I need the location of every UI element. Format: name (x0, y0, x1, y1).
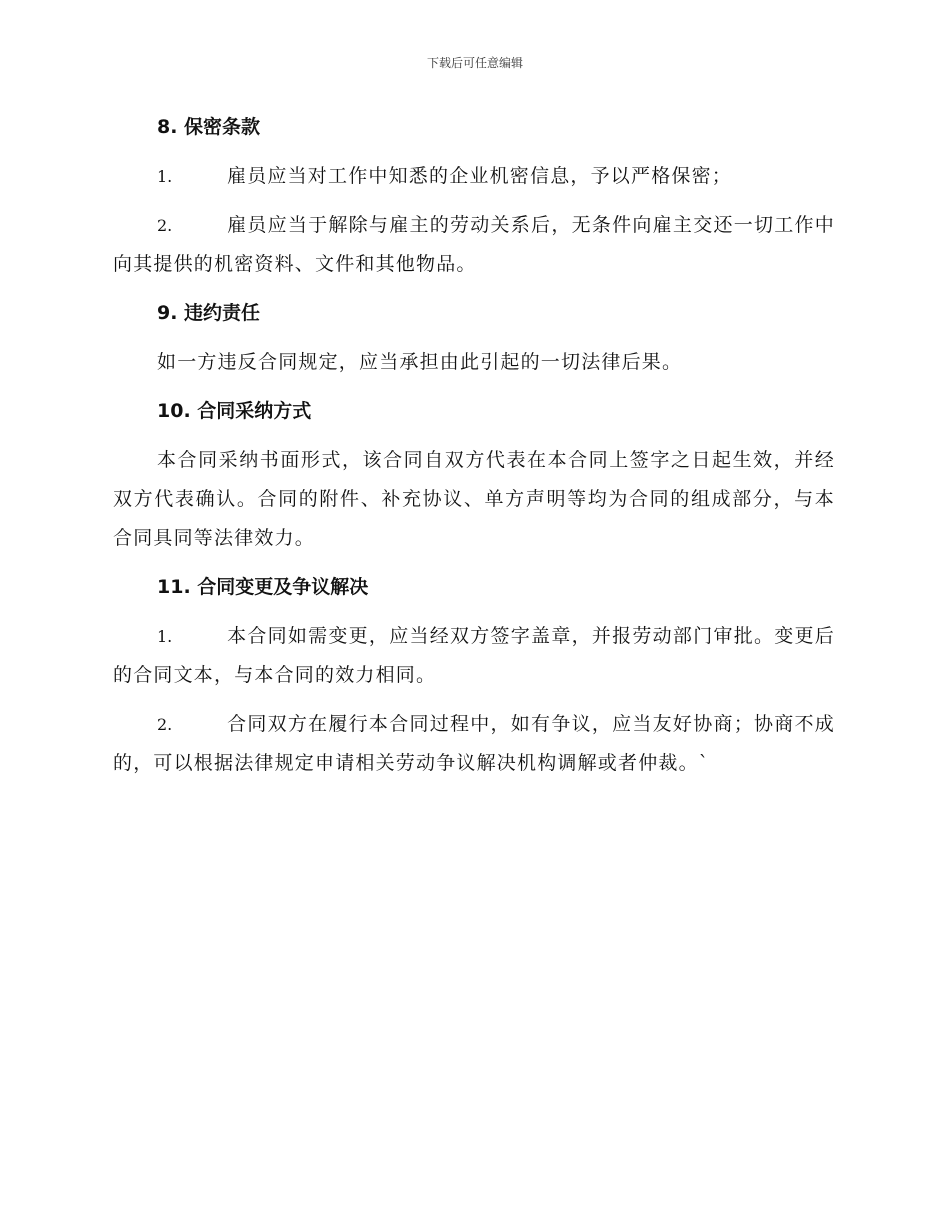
clause-number: 1. (157, 167, 173, 186)
clause-item (113, 705, 835, 783)
clause-item (113, 206, 835, 284)
section-heading-changes-disputes: 11. 合同变更及争议解决 (157, 576, 369, 598)
clause-number: 2. (157, 715, 173, 734)
section-heading-confidentiality: 8. 保密条款 (157, 116, 261, 138)
clause-item (113, 617, 835, 695)
document-body (113, 108, 835, 793)
clause-text: 合同双方在履行本合同过程中，如有争议，应当友好协商；协商不成的，可以根据法律规定申请相关劳动争议解决机构调解或者仲裁。` (113, 713, 835, 774)
clause-number: 2. (157, 216, 173, 235)
page-header: 下载后可任意编辑 (426, 56, 523, 70)
clause-text: 雇员应当于解除与雇主的劳动关系后，无条件向雇主交还一切工作中向其提供的机密资料、文件和其他物品。 (113, 214, 835, 275)
section-paragraph: 如一方违反合同规定，应当承担由此引起的一切法律后果。 (157, 351, 683, 373)
clause-text: 雇员应当对工作中知悉的企业机密信息，予以严格保密； (227, 165, 733, 187)
clause-text: 本合同如需变更，应当经双方签字盖章，并报劳动部门审批。变更后的合同文本，与本合同的效力相同。 (113, 625, 835, 686)
section-paragraph: 本合同采纳书面形式，该合同自双方代表在本合同上签字之日起生效，并经双方代表确认。合同的附件、补充协议、单方声明等均为合同的组成部分，与本合同具同等法律效力。 (113, 449, 835, 549)
clause-item (113, 157, 835, 196)
clause-number: 1. (157, 627, 173, 646)
section-heading-contract-form: 10. 合同采纳方式 (157, 400, 312, 422)
section-heading-liability: 9. 违约责任 (157, 302, 261, 324)
